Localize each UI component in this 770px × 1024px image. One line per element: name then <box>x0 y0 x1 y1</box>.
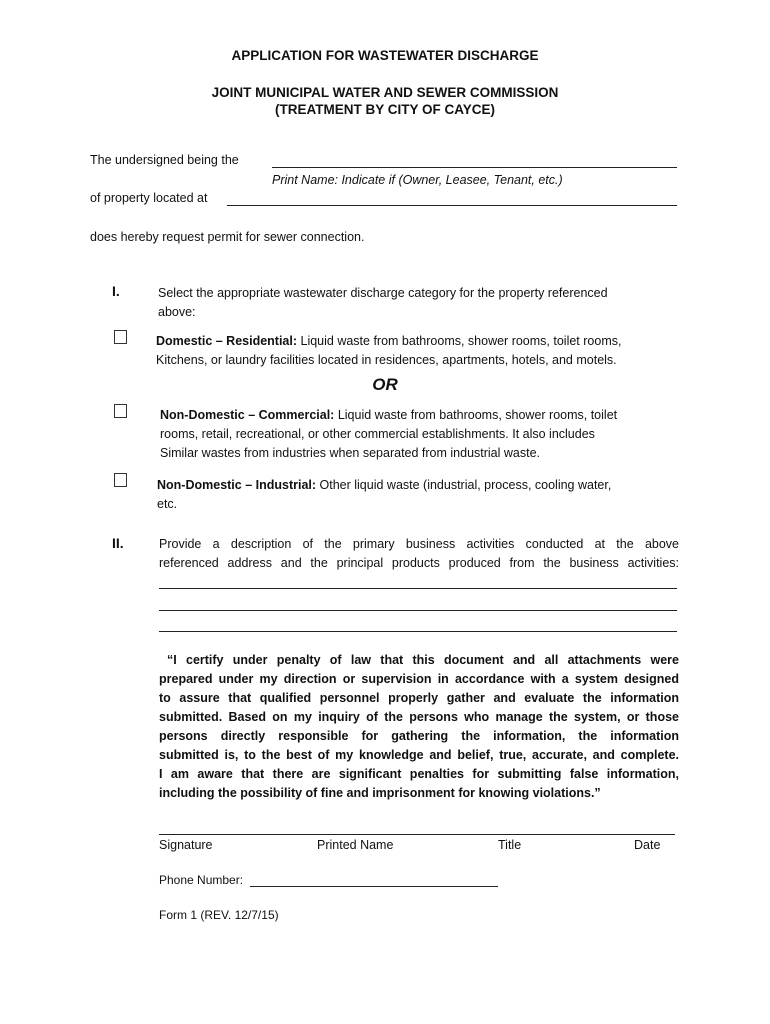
section-1-numeral: I. <box>112 283 120 299</box>
property-label: of property located at <box>90 191 208 205</box>
signature-line[interactable] <box>159 834 675 835</box>
non-domestic-commercial-option: Non-Domestic – Commercial: Liquid waste from bathrooms, shower rooms, toilet rooms, retail, recreational, or other commercial establishments. It also includes Similar wastes from industries when separated from industrial waste. <box>160 408 618 460</box>
non-domestic-industrial-option: Non-Domestic – Industrial: Other liquid waste (industrial, process, cooling water, etc. <box>157 478 612 511</box>
request-text: does hereby request permit for sewer connection. <box>90 230 365 244</box>
section-2-instruction: Provide a description of the primary business activities conducted at the above referenced address and the principal products produced from the business activities: <box>159 537 679 570</box>
print-name-hint: Print Name: Indicate if (Owner, Leasee, Tenant, etc.) <box>272 173 563 187</box>
business-description-line-1[interactable] <box>159 588 677 589</box>
signature-label: Signature <box>159 838 213 852</box>
org-name: JOINT MUNICIPAL WATER AND SEWER COMMISSION <box>211 85 559 100</box>
undersigned-label: The undersigned being the <box>90 153 239 167</box>
form-revision: Form 1 (REV. 12/7/15) <box>159 908 279 922</box>
section-2-numeral: II. <box>112 535 124 551</box>
domestic-residential-checkbox[interactable] <box>114 330 127 344</box>
org-subtitle: (TREATMENT BY CITY OF CAYCE) <box>274 102 495 117</box>
undersigned-name-field[interactable] <box>272 167 677 168</box>
non-domestic-commercial-checkbox[interactable] <box>114 404 127 418</box>
phone-label: Phone Number: <box>159 873 244 887</box>
title-label: Title <box>498 838 522 852</box>
certification-statement: “I certify under penalty of law that this document and all attachments were prepared under my direction or supervision in accordance with a system designed to assure that qualified personnel properly gather and evaluate the information submitted. Based on my inquiry of the persons who manage the system, or those persons directly responsible for gathering the information, the information submitted is, to the best of my knowledge and belief, true, accurate, and complete. I am aware that there are significant penalties for submitting false information, including the possibility of fine and imprisonment for knowing violations.” <box>159 653 679 800</box>
section-1-instruction: Select the appropriate wastewater discharge category for the property referenced above: <box>158 286 608 319</box>
business-description-line-2[interactable] <box>159 610 677 611</box>
business-description-line-3[interactable] <box>159 631 677 632</box>
form-title: APPLICATION FOR WASTEWATER DISCHARGE <box>231 48 539 63</box>
or-separator: OR <box>372 375 398 394</box>
non-domestic-industrial-checkbox[interactable] <box>114 473 127 487</box>
printed-name-label: Printed Name <box>317 838 394 852</box>
date-label: Date <box>634 838 661 852</box>
phone-number-field[interactable] <box>250 886 498 887</box>
property-address-field[interactable] <box>227 205 677 206</box>
domestic-residential-option: Domestic – Residential: Liquid waste from bathrooms, shower rooms, toilet rooms, Kitchens, or laundry facilities located in residences, apartments, hotels, and motels. <box>156 334 622 367</box>
